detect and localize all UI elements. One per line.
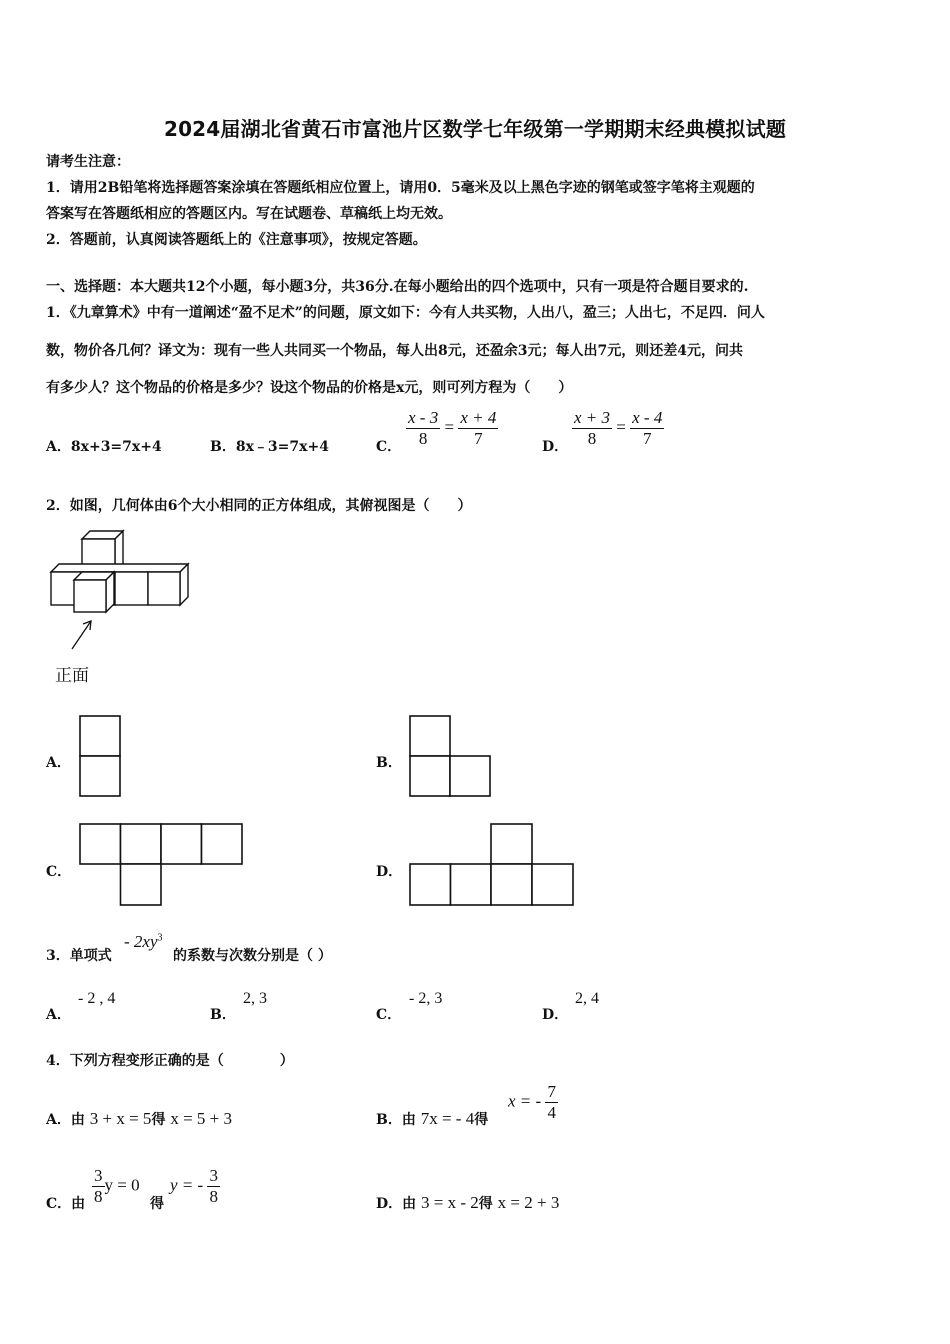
option-label: B．	[376, 1112, 402, 1128]
q1-option-d-equation: $\frac{x + 3}{8}$ = $\frac{x - 4}{7}$	[574, 408, 663, 448]
notice-line-2: 2．答题前，认真阅读答题纸上的《注意事项》，按规定答题。	[46, 232, 427, 248]
q1-option-b[interactable]	[210, 436, 329, 456]
q2-option-d-figure[interactable]	[409, 823, 577, 909]
q3-option-c-label[interactable]: C．	[376, 1007, 402, 1023]
option-text: 8x﹣3=7x+4	[235, 439, 329, 455]
q1-stem-line1: 1．《九章算术》中有一道阐述“盈不足术”的问题，原文如下：今有人共买物，人出八，盈三；人出七，不足四．问人	[46, 305, 765, 321]
q4-option-d[interactable]: D．由 3 = x - 2得 x = 2 + 3	[376, 1193, 560, 1212]
q2-option-c-figure[interactable]	[79, 823, 245, 909]
option-text: 8x+3=7x+4	[70, 439, 162, 455]
q1-stem-line2: 数，物价各几何？译文为：现有一些人共同买一个物品，每人出8元，还盈余3元；每人出7元，则还差4元，问共	[46, 343, 743, 359]
q3-stem-pre: 3．单项式	[46, 948, 112, 964]
q2-option-b-label[interactable]: B．	[376, 755, 402, 771]
page-title: 2024届湖北省黄石市富池片区数学七年级第一学期期末经典模拟试题	[163, 117, 787, 141]
q2-stem: 2．如图，几何体由6个大小相同的正方体组成，其俯视图是（ ）	[46, 498, 472, 514]
option-label: B．	[210, 439, 236, 455]
cube-solid-figure	[46, 526, 196, 616]
grid-square	[491, 864, 532, 905]
q3-option-a-value: - 2 , 4	[78, 990, 116, 1007]
grid-square	[202, 824, 243, 864]
front-view-arrow-icon	[66, 617, 96, 653]
q1-option-c-equation: $\frac{x - 3}{8}$ = $\frac{x + 4}{7}$	[408, 408, 497, 448]
q4-stem: 4．下列方程变形正确的是（ ）	[46, 1053, 294, 1069]
grid-square	[410, 756, 450, 796]
q3-stem-post: 的系数与次数分别是（ ）	[173, 948, 332, 964]
option-label: D．	[376, 1196, 403, 1212]
grid-square	[410, 864, 451, 905]
q4-option-c-label[interactable]: C．由	[46, 1196, 86, 1212]
q3-option-d-label[interactable]: D．	[542, 1007, 569, 1023]
notice-line-1: 1．请用2B铅笔将选择题答案涂填在答题纸相应位置上，请用0．5毫米及以上黑色字迹的钢笔或签字笔将主观题的	[46, 180, 755, 196]
q4-option-b[interactable]: B．由 7x = - 4得	[376, 1109, 489, 1128]
q4-option-c-equation: $\frac{3}{8}$ y = 0	[94, 1166, 140, 1206]
q4-option-c-result: y = - $\frac{3}{8}$	[170, 1166, 218, 1206]
grid-square	[121, 864, 162, 905]
grid-square	[410, 716, 450, 756]
q2-option-c-label[interactable]: C．	[46, 864, 72, 880]
q3-option-b-value: 2, 3	[243, 990, 267, 1007]
grid-square	[532, 864, 573, 905]
front-view-label: 正面	[55, 666, 89, 686]
grid-square	[491, 824, 532, 864]
q3-monomial: - $2xy^3$	[124, 932, 163, 951]
grid-square	[451, 864, 492, 905]
q1-stem-line3: 有多少人？这个物品的价格是多少？设这个物品的价格是x元，则可列方程为（ ）	[46, 380, 573, 396]
q2-option-a-figure[interactable]	[79, 715, 123, 799]
grid-square	[121, 824, 162, 864]
notice-line-1b: 答案写在答题纸相应的答题区内。写在试题卷、草稿纸上均无效。	[46, 206, 452, 222]
q1-option-a[interactable]	[46, 436, 162, 456]
grid-square	[80, 716, 120, 756]
q3-option-b-label[interactable]: B．	[210, 1007, 236, 1023]
grid-square	[161, 824, 202, 864]
q1-option-c-label[interactable]: C．	[376, 439, 402, 455]
q4-option-c-de: 得	[150, 1196, 164, 1212]
q2-option-d-label[interactable]: D．	[376, 864, 403, 880]
q2-option-a-label[interactable]: A．	[46, 755, 71, 771]
section-heading: 一、选择题：本大题共12个小题，每小题3分，共36分.在每小题给出的四个选项中，只有一项是符合题目要求的.	[46, 279, 749, 295]
q4-option-b-result: x = - $\frac{7}{4}$	[508, 1082, 556, 1122]
option-label: A．	[46, 439, 71, 455]
q3-option-c-value: - 2, 3	[409, 990, 443, 1007]
grid-square	[80, 756, 120, 796]
q3-option-a-label[interactable]: A．	[46, 1007, 71, 1023]
option-label: A．	[46, 1112, 71, 1128]
q3-option-d-value: 2, 4	[575, 990, 599, 1007]
notice-heading: 请考生注意：	[46, 154, 130, 170]
q1-option-d-label[interactable]: D．	[542, 439, 569, 455]
q2-option-b-figure[interactable]	[409, 715, 495, 799]
grid-square	[450, 756, 490, 796]
q4-option-a[interactable]: A．由 3 + x = 5得 x = 5 + 3	[46, 1109, 232, 1128]
grid-square	[80, 824, 121, 864]
